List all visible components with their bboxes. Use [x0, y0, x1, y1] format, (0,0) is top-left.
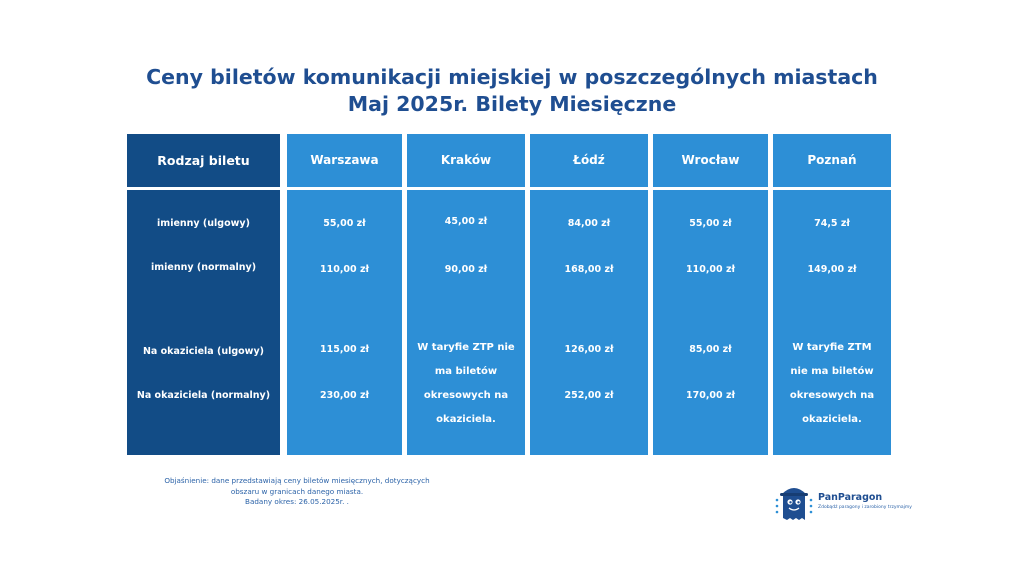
cell-warszawa-1: 110,00 zł	[319, 264, 370, 275]
header-separator	[127, 187, 280, 190]
column-header-lodz: Łódź	[573, 153, 605, 167]
title-line-2: Maj 2025r. Bilety Miesięczne	[347, 92, 677, 116]
chart-title	[0, 64, 1024, 118]
column-warszawa	[287, 134, 402, 455]
cell-warszawa-2: 115,00 zł	[319, 344, 370, 355]
label-column	[127, 134, 280, 455]
column-wroclaw	[653, 134, 768, 455]
note-poznan-line-3: okresowych na	[789, 390, 875, 401]
note-krakow-line-4: okaziciela.	[436, 414, 496, 425]
header-separator	[287, 187, 402, 190]
footnote	[127, 476, 467, 508]
note-poznan-line-1: W taryfie ZTM	[792, 342, 872, 353]
row-header-label: Rodzaj biletu	[157, 152, 250, 168]
header-separator	[653, 187, 768, 190]
column-poznan	[773, 134, 891, 455]
cell-krakow-1: 90,00 zł	[444, 264, 488, 275]
note-krakow-line-2: ma biletów	[434, 366, 498, 377]
row-label-okaziciela-normalny: Na okaziciela (normalny)	[136, 390, 271, 401]
column-header-wroclaw: Wrocław	[681, 153, 740, 167]
price-table	[127, 134, 891, 455]
note-poznan	[773, 336, 891, 432]
brand-name: PanParagon	[818, 492, 883, 503]
panparagon-mascot-icon	[774, 480, 814, 524]
column-header-warszawa: Warszawa	[310, 153, 379, 167]
header-separator	[773, 187, 891, 190]
brand-tagline: Zdobądź paragony i zarobiony trzymajmy	[818, 505, 912, 510]
cell-warszawa-3: 230,00 zł	[319, 390, 370, 401]
cell-wroclaw-0: 55,00 zł	[689, 218, 732, 229]
row-label-imienny-normalny: imienny (normalny)	[150, 262, 257, 273]
note-poznan-line-4: okaziciela.	[802, 414, 862, 425]
brand-logo-block	[774, 480, 912, 524]
column-header-poznan: Poznań	[807, 153, 857, 167]
column-lodz	[530, 134, 648, 455]
cell-lodz-0: 84,00 zł	[567, 218, 611, 229]
note-krakow	[407, 336, 525, 432]
cell-lodz-1: 168,00 zł	[564, 264, 614, 275]
footnote-line-1: Objaśnienie: dane przedstawiają ceny biletów miesięcznych, dotyczących	[164, 476, 430, 485]
cell-warszawa-0: 55,00 zł	[323, 218, 366, 229]
cell-lodz-2: 126,00 zł	[564, 344, 614, 355]
cell-wroclaw-3: 170,00 zł	[685, 390, 736, 401]
title-line-1: Ceny biletów komunikacji miejskiej w poszczególnych miastach	[146, 65, 878, 89]
cell-poznan-1: 149,00 zł	[807, 264, 857, 275]
footnote-line-3: Badany okres: 26.05.2025r. .	[245, 497, 349, 506]
header-separator	[407, 187, 525, 190]
cell-wroclaw-1: 110,00 zł	[685, 264, 736, 275]
cell-krakow-0: 45,00 zł	[444, 216, 488, 227]
row-label-okaziciela-ulgowy: Na okaziciela (ulgowy)	[142, 346, 264, 357]
note-krakow-line-1: W taryfie ZTP nie	[417, 342, 515, 353]
cell-poznan-0: 74,5 zł	[814, 218, 850, 229]
header-separator	[530, 187, 648, 190]
note-poznan-line-2: nie ma biletów	[790, 366, 874, 377]
row-label-imienny-ulgowy: imienny (ulgowy)	[157, 218, 250, 229]
note-krakow-line-3: okresowych na	[423, 390, 509, 401]
cell-lodz-3: 252,00 zł	[564, 390, 614, 401]
column-header-krakow: Kraków	[440, 153, 492, 167]
cell-wroclaw-2: 85,00 zł	[689, 344, 732, 355]
column-krakow	[407, 134, 525, 455]
footnote-line-2: obszaru w granicach danego miasta.	[230, 486, 364, 496]
